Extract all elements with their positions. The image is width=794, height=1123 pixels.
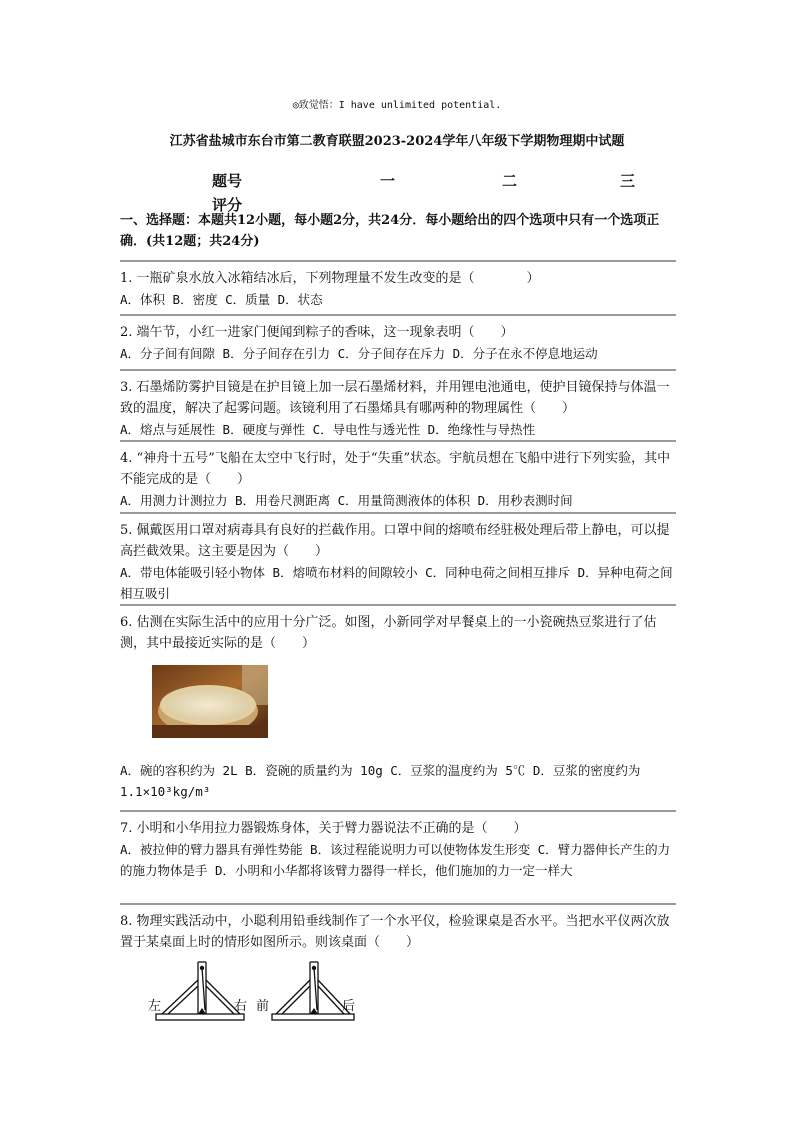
question-divider <box>120 440 676 442</box>
question-stem: 5. 佩戴医用口罩对病毒具有良好的拦截作用。口罩中间的熔喷布经驻极处理后带上静电，可以提高拦截效果。这主要是因为（ ） <box>120 523 670 559</box>
question-options: A．用测力计测拉力 B．用卷尺测距离 C．用量筒测液体的体积 D．用秒表测时间 <box>120 493 573 508</box>
question-divider <box>120 314 676 316</box>
label-front: 前 <box>256 999 270 1014</box>
score-col-1: 一 <box>380 171 396 190</box>
page-title: 江苏省盐城市东台市第二教育联盟2023-2024学年八年级下学期物理期中试题 <box>169 134 625 149</box>
question-3 <box>120 369 676 440</box>
question-6-options-block <box>120 760 676 802</box>
question-options: A．熔点与延展性 B．硬度与弹性 C．导电性与透光性 D．绝缘性与导热性 <box>120 422 536 437</box>
question-stem: 3. 石墨烯防雾护目镜是在护目镜上加一层石墨烯材料，并用锂电池通电，使护目镜保持与体温一致的温度，解决了起雾问题。该镜利用了石墨烯具有哪两种的物理属性（ ） <box>120 380 670 416</box>
question-stem: 1. 一瓶矿泉水放入冰箱结冰后，下列物理量不发生改变的是（ ） <box>120 271 540 286</box>
score-col-2: 二 <box>502 171 518 190</box>
soy-milk-bowl-image <box>152 665 268 738</box>
question-options: A．被拉伸的臂力器具有弹性势能 B．该过程能说明力可以使物体发生形变 C．臂力器伸长产生的力的施力物体是手 D．小明和小华都将该臂力器得一样长，他们施加的力一定一样大 <box>120 842 671 878</box>
question-stem: 8. 物理实践活动中，小聪利用铅垂线制作了一个水平仪，检验课桌是否水平。当把水平仪两次放置于某桌面上时的情形如图所示。则该桌面（ ） <box>120 914 670 950</box>
question-divider <box>120 260 676 262</box>
question-4 <box>120 440 676 511</box>
section-heading: 一、选择题：本题共12小题，每小题2分，共24分．每小题给出的四个选项中只有一个选项正确．(共12题；共24分) <box>120 213 660 249</box>
label-back: 后 <box>342 999 356 1014</box>
level-figure <box>148 958 360 1028</box>
score-label-grade: 评分 <box>212 195 243 214</box>
label-right: 右 <box>234 999 248 1014</box>
header-motto: ◎致觉悟：I have unlimited potential. <box>292 100 502 111</box>
question-7 <box>120 810 676 881</box>
question-options: A．体积 B．密度 C．质量 D．状态 <box>120 292 323 307</box>
question-divider <box>120 369 676 371</box>
question-8 <box>120 903 676 953</box>
question-options: A．分子间有间隙 B．分子间存在引力 C．分子间存在斥力 D．分子在永不停息地运动 <box>120 346 598 361</box>
label-left: 左 <box>148 999 162 1014</box>
score-col-3: 三 <box>620 171 636 190</box>
score-row-header <box>212 168 652 192</box>
question-stem: 7. 小明和小华用拉力器锻炼身体，关于臂力器说法不正确的是（ ） <box>120 821 527 836</box>
question-stem: 4. “神舟十五号”飞船在太空中飞行时，处于“失重”状态。宇航员想在飞船中进行下列实验，其中不能完成的是（ ） <box>120 451 671 487</box>
question-divider <box>120 810 676 812</box>
question-stem: 2. 端午节，小红一进家门便闻到粽子的香味，这一现象表明（ ） <box>120 325 514 340</box>
level-diagram <box>148 958 360 1028</box>
question-divider <box>120 604 676 606</box>
score-table <box>212 168 652 216</box>
question-5 <box>120 512 676 604</box>
question-1 <box>120 260 676 310</box>
question-options: A．碗的容积约为 2L B．瓷碗的质量约为 10g C．豆浆的温度约为 5℃ D．豆浆的密度约为 1.1×10³kg/m³ <box>120 763 641 799</box>
question-divider <box>120 512 676 514</box>
soy-milk-bowl-icon <box>152 665 268 738</box>
question-divider <box>120 903 676 905</box>
question-2 <box>120 314 676 364</box>
question-6 <box>120 604 676 654</box>
question-stem: 6. 估测在实际生活中的应用十分广泛。如图，小新同学对早餐桌上的一小瓷碗热豆浆进行了估测，其中最接近实际的是（ ） <box>120 615 657 651</box>
score-label-number: 题号 <box>212 171 243 190</box>
question-options: A．带电体能吸引轻小物体 B．熔喷布材料的间隙较小 C．同种电荷之间相互排斥 D．异种电荷之间相互吸引 <box>120 565 673 601</box>
